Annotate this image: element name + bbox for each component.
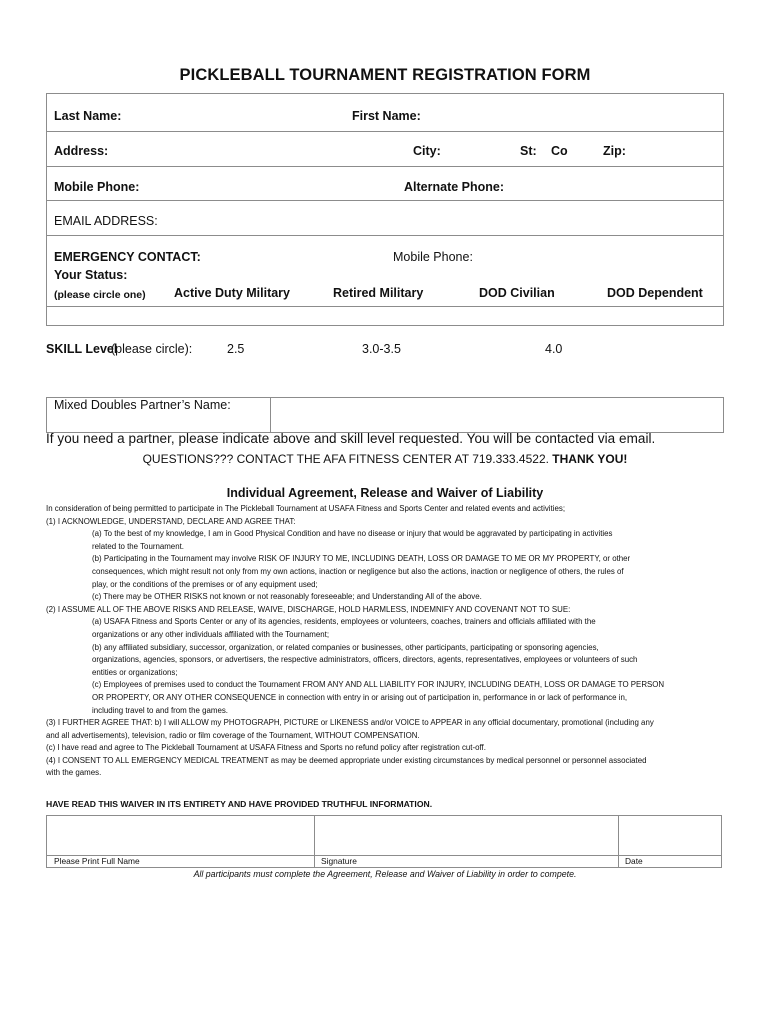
skill-option-2-5[interactable]: 2.5 <box>227 342 245 356</box>
email-label: EMAIL ADDRESS: <box>54 214 158 228</box>
agreement-line: (b) Participating in the Tournament may involve RISK OF INJURY TO ME, INCLUDING DEATH, LOSS OR DAMAGE TO ME OR MY PROPERTY, or other <box>92 554 631 564</box>
have-read-statement: HAVE READ THIS WAIVER IN ITS ENTIRETY AND HAVE PROVIDED TRUTHFUL INFORMATION. <box>46 799 433 809</box>
status-label: Your Status: <box>54 268 128 282</box>
date-field[interactable] <box>619 816 721 855</box>
agreement-body <box>46 503 726 780</box>
print-name-label: Please Print Full Name <box>54 856 140 866</box>
agreement-line: entities or organizations; <box>92 667 178 677</box>
row-divider <box>46 235 724 236</box>
agreement-line: (c) Employees of premises used to conduct the Tournament FROM ANY AND ALL LIABILITY FOR INJURY, INCLUDING DEATH, LOSS OR DAMAGE TO PERSON <box>92 680 665 690</box>
date-label: Date <box>625 856 643 866</box>
partner-name-label: Mixed Doubles Partner’s Name: <box>54 398 231 412</box>
agreement-line: with the games. <box>46 768 102 778</box>
agreement-line: (c) There may be OTHER RISKS not known or not reasonably foreseeable; and Understanding All of the above. <box>92 592 482 602</box>
agreement-line: (a) USAFA Fitness and Sports Center or any of its agencies, residents, employees or volunteers, coaches, trainers and officials affiliated with the <box>92 617 596 627</box>
skill-level-label: SKILL Level <box>46 342 118 356</box>
thank-you-text: THANK YOU! <box>552 452 628 466</box>
partner-note: If you need a partner, please indicate above and skill level requested. You will be contacted via email. <box>46 431 656 446</box>
address-label: Address: <box>54 144 109 158</box>
state-label: St: <box>520 144 537 158</box>
skill-option-3-0-3-5[interactable]: 3.0-3.5 <box>362 342 401 356</box>
partner-field-divider <box>270 397 271 433</box>
agreement-line: OR PROPERTY, OR ANY OTHER CONSEQUENCE in connection with entry in or arising out of participation in, performance in or lack of performance in, <box>92 692 628 702</box>
agreement-line: related to the Tournament. <box>92 541 184 551</box>
city-label: City: <box>413 144 441 158</box>
agreement-line: organizations, agencies, sponsors, or advertisers, the respective administrators, officers, directors, agents, representatives, employees or volunteers of such <box>92 655 638 665</box>
agreement-line: including travel to and from the games. <box>92 705 228 715</box>
agreement-line: (3) I FURTHER AGREE THAT: b) I will ALLOW my PHOTOGRAPH, PICTURE or LIKENESS and/or VOICE to APPEAR in any official documentary, promotional (including any <box>46 718 654 728</box>
status-option-dod-dependent[interactable]: DOD Dependent <box>607 286 703 300</box>
status-option-dod-civilian[interactable]: DOD Civilian <box>479 286 555 300</box>
signature-label: Signature <box>321 856 357 866</box>
agreement-line: (1) I ACKNOWLEDGE, UNDERSTAND, DECLARE AND AGREE THAT: <box>46 516 296 526</box>
alternate-phone-label: Alternate Phone: <box>404 180 505 194</box>
row-divider <box>46 200 724 201</box>
agreement-line: and all advertisements), television, radio or film coverage of the Tournament, WITHOUT COMPENSATION. <box>46 730 420 740</box>
skill-level-hint: (please circle): <box>111 342 193 356</box>
agreement-line: (a) To the best of my knowledge, I am in Good Physical Condition and have no disease or injury that would be aggravated by participating in activities <box>92 529 613 539</box>
agreement-title: Individual Agreement, Release and Waiver of Liability <box>226 486 544 500</box>
skill-option-4-0[interactable]: 4.0 <box>545 342 563 356</box>
signature-baseline <box>46 855 722 856</box>
print-name-field[interactable] <box>47 816 314 855</box>
row-divider <box>46 131 724 132</box>
signature-field[interactable] <box>315 816 618 855</box>
agreement-line: In consideration of being permitted to participate in The Pickleball Tournament at USAFA Fitness and Sports Center and related events and activities; <box>46 504 566 513</box>
agreement-line: (4) I CONSENT TO ALL EMERGENCY MEDICAL TREATMENT as may be deemed appropriate under existing circumstances by medical personnel or personnel associated <box>46 755 647 765</box>
questions-text: QUESTIONS??? CONTACT THE AFA FITNESS CENTER AT 719.333.4522. <box>142 452 549 466</box>
form-title: PICKLEBALL TOURNAMENT REGISTRATION FORM <box>179 66 591 84</box>
agreement-line: organizations or any other individuals affiliated with the Tournament; <box>92 629 330 639</box>
status-hint: (please circle one) <box>54 289 146 301</box>
agreement-line: consequences, which might result not only from my own actions, inaction or negligence but also the actions, inaction or negligence of others, the rules of <box>92 566 624 576</box>
questions-line <box>0 452 770 466</box>
footer-note: All participants must complete the Agreement, Release and Waiver of Liability in order to compete. <box>193 869 577 879</box>
agreement-line: (2) I ASSUME ALL OF THE ABOVE RISKS AND RELEASE, WAIVE, DISCHARGE, HOLD HARMLESS, INDEMNIFY AND COVENANT NOT TO SUE: <box>46 604 571 614</box>
status-option-retired[interactable]: Retired Military <box>333 286 424 300</box>
agreement-line: play, or the conditions of the premises or of any equipment used; <box>92 579 318 589</box>
agreement-line: (b) any affiliated subsidiary, successor, organization, or related companies or businesses, other participants, participating or sponsoring agencies, <box>92 642 599 652</box>
first-name-label: First Name: <box>352 109 421 123</box>
row-divider <box>46 306 724 307</box>
emergency-contact-label: EMERGENCY CONTACT: <box>54 250 201 264</box>
emergency-mobile-label: Mobile Phone: <box>393 250 473 264</box>
last-name-label: Last Name: <box>54 109 122 123</box>
status-option-active-duty[interactable]: Active Duty Military <box>174 286 291 300</box>
mobile-phone-label: Mobile Phone: <box>54 180 140 194</box>
agreement-line: (c) I have read and agree to The Pickleball Tournament at USAFA Fitness and Sports no refund policy after registration cut-off. <box>46 743 486 753</box>
zip-label: Zip: <box>603 144 626 158</box>
state-value: Co <box>551 144 568 158</box>
row-divider <box>46 166 724 167</box>
